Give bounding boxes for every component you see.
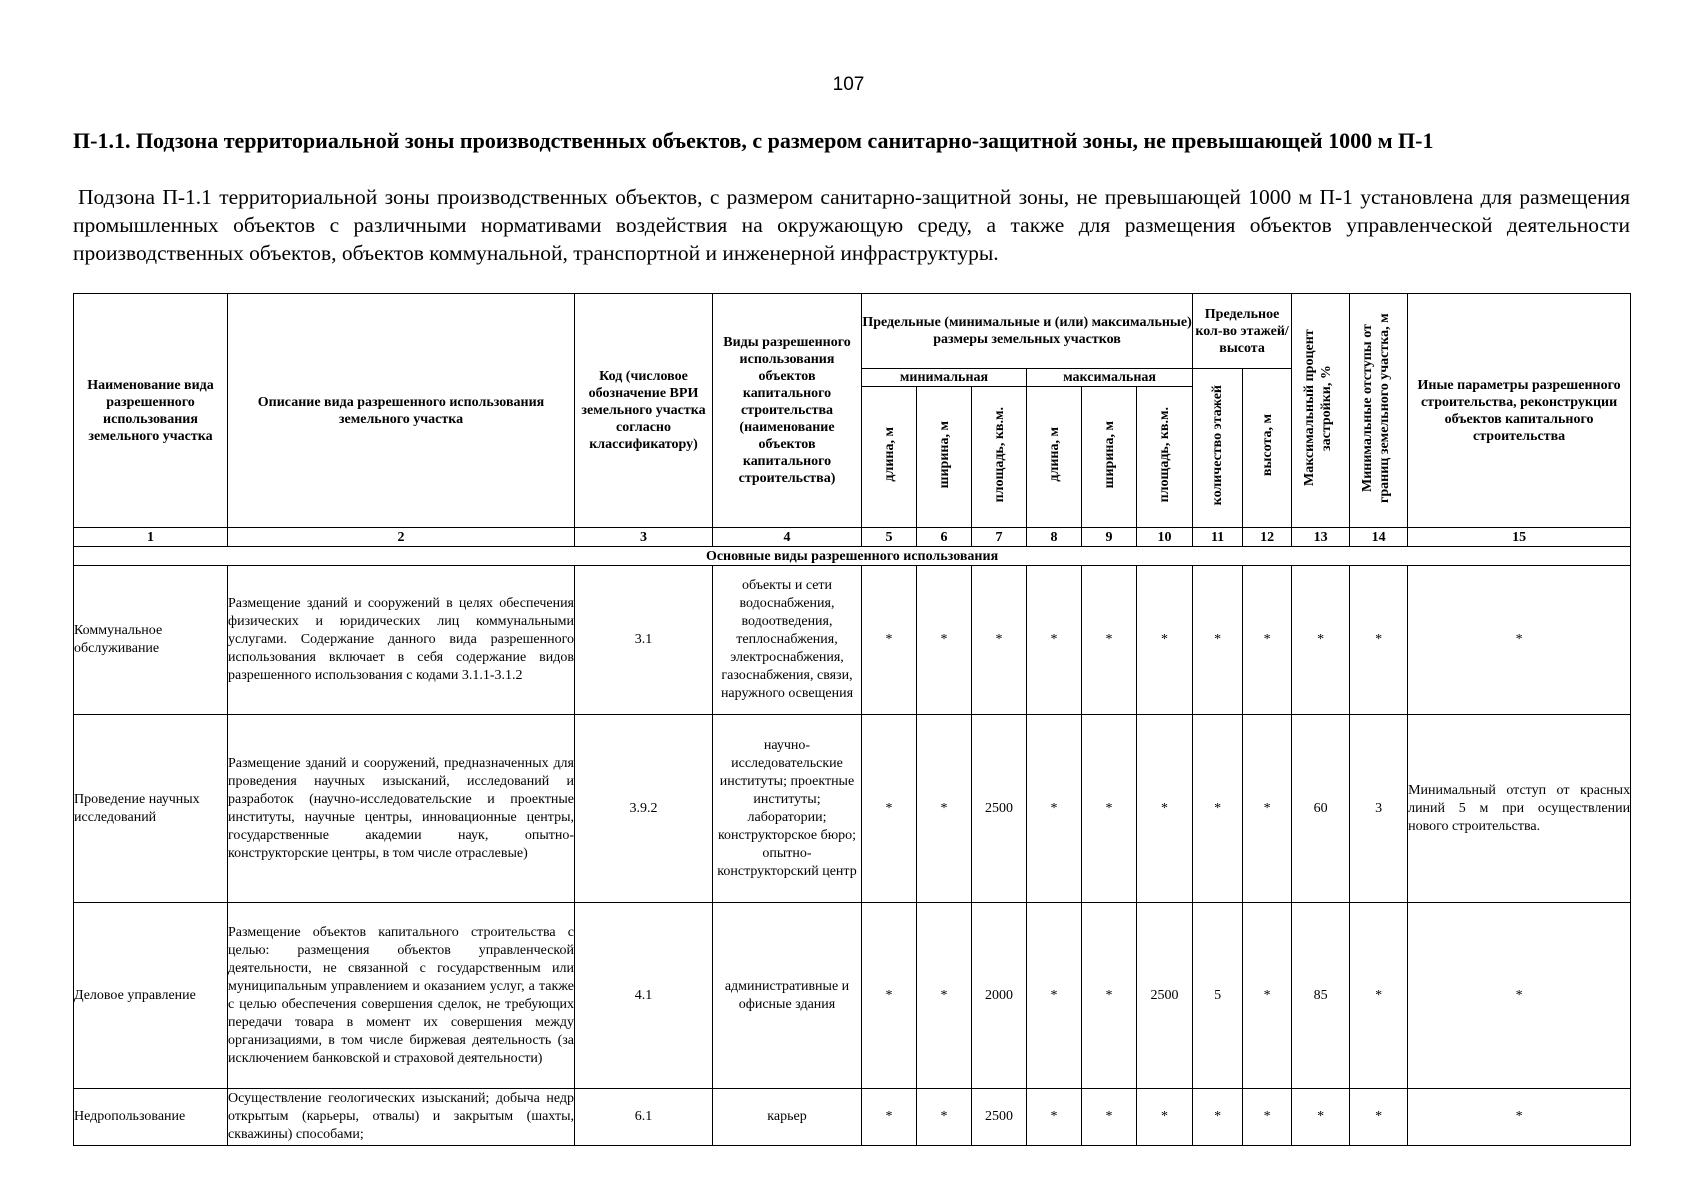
row-max-length: *: [1027, 903, 1082, 1089]
header-limits: Предельные (минимальные и (или) максимальные) размеры земельных участков: [862, 294, 1193, 369]
row-description: Размещение зданий и сооружений, предназначенных для проведения научных изысканий, исследований и разработок (научно-исследовательские и проектные институты, научные центры, инновационные центры, государственные академии наук, опытно-конструкторские центры, в том числе отраслевые): [228, 715, 575, 903]
document-title: П-1.1. Подзона территориальной зоны производственных объектов, с размером санитарно-защитной зоны, не превышающей 1000 м П-1: [73, 128, 1434, 153]
row-min-width: *: [917, 1089, 972, 1146]
row-max-width: *: [1082, 715, 1137, 903]
row-height: *: [1243, 715, 1292, 903]
land-use-table: [73, 293, 1631, 1146]
row-description: Размещение объектов капитального строительства с целью: размещения объектов управленческой деятельности, не связанной с государственным или муниципальным управлением и оказанием услуг, а также с целью обеспечения совершения сделок, не требующих передачи товара в момент их совершения между организациями, в том числе биржевая деятельность (за исключением банковской и страховой деятельности): [228, 903, 575, 1089]
row-other: *: [1408, 1089, 1631, 1146]
row-coverage: *: [1292, 566, 1350, 715]
header-min-area: площадь, кв.м.: [972, 387, 1027, 528]
row-floors: *: [1193, 566, 1243, 715]
row-height: *: [1243, 903, 1292, 1089]
column-number: 10: [1137, 528, 1193, 547]
row-floors: *: [1193, 715, 1243, 903]
header-name: Наименование вида разрешенного использования земельного участка: [74, 294, 228, 528]
row-objects: карьер: [713, 1089, 862, 1146]
row-code: 6.1: [575, 1089, 713, 1146]
header-max-area: площадь, кв.м.: [1137, 387, 1193, 528]
section-title: Основные виды разрешенного использования: [74, 547, 1631, 566]
row-description: Осуществление геологических изысканий; добыча недр открытым (карьеры, отвалы) и закрытым (шахты, скважины) способами;: [228, 1089, 575, 1146]
header-max-length: длина, м: [1027, 387, 1082, 528]
intro-paragraph: Подзона П-1.1 территориальной зоны производственных объектов, с размером санитарно-защитной зоны, не превышающей 1000 м П-1 установлена для размещения промышленных объектов с различными нормативами воздействия на окружающую среду, а также для размещения объектов управленческой деятельности производственных объектов, объектов коммунальной, транспортной и инженерной инфраструктуры.: [73, 185, 1630, 265]
row-floors: 5: [1193, 903, 1243, 1089]
column-number: 13: [1292, 528, 1350, 547]
header-min-width: ширина, м: [917, 387, 972, 528]
row-min-length: *: [862, 1089, 917, 1146]
row-max-area: *: [1137, 566, 1193, 715]
row-min-area: 2000: [972, 903, 1027, 1089]
row-min-area: *: [972, 566, 1027, 715]
row-min-length: *: [862, 715, 917, 903]
row-name: Недропользование: [74, 1089, 228, 1146]
row-min-length: *: [862, 566, 917, 715]
row-setback: *: [1350, 903, 1408, 1089]
column-number: 7: [972, 528, 1027, 547]
row-height: *: [1243, 1089, 1292, 1146]
row-max-length: *: [1027, 1089, 1082, 1146]
row-height: *: [1243, 566, 1292, 715]
header-coverage: Максимальный процент застройки, %: [1292, 294, 1350, 528]
column-number: 3: [575, 528, 713, 547]
row-name: Коммунальное обслуживание: [74, 566, 228, 715]
header-floors: количество этажей: [1193, 369, 1243, 528]
row-max-length: *: [1027, 715, 1082, 903]
row-code: 4.1: [575, 903, 713, 1089]
row-min-width: *: [917, 903, 972, 1089]
header-min: минимальная: [862, 369, 1027, 387]
table-row: [74, 566, 1631, 715]
column-number: 6: [917, 528, 972, 547]
row-max-area: 2500: [1137, 903, 1193, 1089]
row-max-length: *: [1027, 566, 1082, 715]
table-row: [74, 903, 1631, 1089]
row-setback: *: [1350, 1089, 1408, 1146]
row-name: Деловое управление: [74, 903, 228, 1089]
header-floors-group: Предельное кол-во этажей/ высота: [1193, 294, 1292, 369]
row-other: *: [1408, 566, 1631, 715]
row-coverage: 60: [1292, 715, 1350, 903]
row-max-width: *: [1082, 1089, 1137, 1146]
column-number: 12: [1243, 528, 1292, 547]
column-number: 2: [228, 528, 575, 547]
table-row: [74, 1089, 1631, 1146]
page-number: 107: [832, 74, 865, 95]
column-number: 5: [862, 528, 917, 547]
row-other: Минимальный отступ от красных линий 5 м при осуществлении нового строительства.: [1408, 715, 1631, 903]
row-max-width: *: [1082, 903, 1137, 1089]
header-objects: Виды разрешенного использования объектов капитального строительства (наименование объектов капитального строительства): [713, 294, 862, 528]
header-max: максимальная: [1027, 369, 1193, 387]
row-code: 3.9.2: [575, 715, 713, 903]
row-objects: объекты и сети водоснабжения, водоотведения, теплоснабжения, электроснабжения, газоснабжения, связи, наружного освещения: [713, 566, 862, 715]
row-code: 3.1: [575, 566, 713, 715]
header-setback: Минимальные отступы от границ земельного участка, м: [1350, 294, 1408, 528]
row-max-area: *: [1137, 1089, 1193, 1146]
header-max-width: ширина, м: [1082, 387, 1137, 528]
row-min-length: *: [862, 903, 917, 1089]
row-name: Проведение научных исследований: [74, 715, 228, 903]
row-min-width: *: [917, 566, 972, 715]
header-description: Описание вида разрешенного использования земельного участка: [228, 294, 575, 528]
header-height: высота, м: [1243, 369, 1292, 528]
row-setback: *: [1350, 566, 1408, 715]
header-min-length: длина, м: [862, 387, 917, 528]
row-floors: *: [1193, 1089, 1243, 1146]
row-description: Размещение зданий и сооружений в целях обеспечения физических и юридических лиц коммунальными услугами. Содержание данного вида разрешенного использования включает в себя содержание видов разрешенного использования с кодами 3.1.1-3.1.2: [228, 566, 575, 715]
row-setback: 3: [1350, 715, 1408, 903]
column-number-row: [74, 528, 1631, 547]
column-number: 11: [1193, 528, 1243, 547]
column-number: 1: [74, 528, 228, 547]
column-number: 4: [713, 528, 862, 547]
table-row: [74, 715, 1631, 903]
row-min-area: 2500: [972, 1089, 1027, 1146]
row-max-width: *: [1082, 566, 1137, 715]
row-coverage: 85: [1292, 903, 1350, 1089]
column-number: 14: [1350, 528, 1408, 547]
row-min-area: 2500: [972, 715, 1027, 903]
row-max-area: *: [1137, 715, 1193, 903]
row-objects: административные и офисные здания: [713, 903, 862, 1089]
column-number: 9: [1082, 528, 1137, 547]
row-coverage: *: [1292, 1089, 1350, 1146]
column-number: 15: [1408, 528, 1631, 547]
row-objects: научно-исследовательские институты; проектные институты; лаборатории; конструкторское бюро; опытно-конструкторский центр: [713, 715, 862, 903]
row-min-width: *: [917, 715, 972, 903]
row-other: *: [1408, 903, 1631, 1089]
column-number: 8: [1027, 528, 1082, 547]
header-other: Иные параметры разрешенного строительства, реконструкции объектов капитального строительства: [1408, 294, 1631, 528]
header-code: Код (числовое обозначение ВРИ земельного участка согласно классификатору): [575, 294, 713, 528]
